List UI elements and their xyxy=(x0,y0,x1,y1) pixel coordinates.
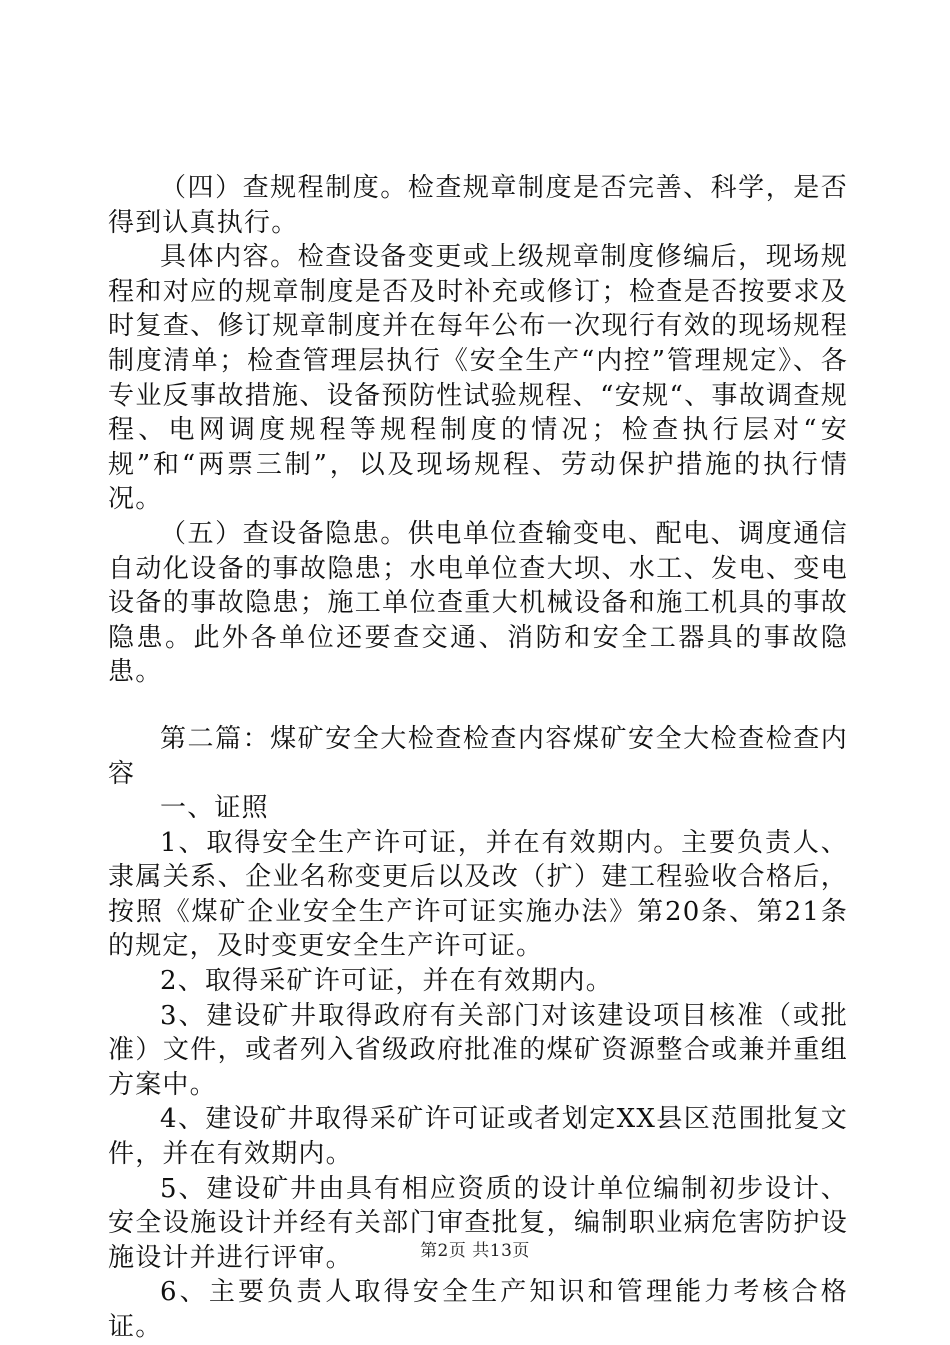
list-item-5: 5、建设矿井由具有相应资质的设计单位编制初步设计、安全设施设计并经有关部门审查批复，编制职业病危害防护设施设计并进行评审。 xyxy=(108,1173,848,1273)
paragraph-section-4-title: （四）查规程制度。检查规章制度是否完善、科学，是否得到认真执行。 xyxy=(108,173,848,238)
section-heading-licenses: 一、证照 xyxy=(160,793,269,824)
list-item-6: 6、主要负责人取得安全生产知识和管理能力考核合格证。 xyxy=(108,1277,848,1342)
list-item-2: 2、取得采矿许可证，并在有效期内。 xyxy=(160,966,613,997)
paragraph-section-5: （五）查设备隐患。供电单位查输变电、配电、调度通信自动化设备的事故隐患；水电单位查大坝、水工、发电、变电设备的事故隐患；施工单位查重大机械设备和施工机具的事故隐患。此外各单位还要查交通、消防和安全工器具的事故隐患。 xyxy=(108,518,848,688)
document-body xyxy=(108,171,848,1345)
list-item-3: 3、建设矿井取得政府有关部门对该建设项目核准（或批准）文件，或者列入省级政府批准的煤矿资源整合或兼并重组方案中。 xyxy=(108,1000,848,1100)
paragraph-section-4-details: 具体内容。检查设备变更或上级规章制度修编后，现场规程和对应的规章制度是否及时补充或修订；检查是否按要求及时复查、修订规章制度并在每年公布一次现行有效的现场规程制度清单；检查管理层执行《安全生产“内控”管理规定》、各专业反事故措施、设备预防性试验规程、“安规“、事故调查规程、电网调度规程等规程制度的情况；检查执行层对“安规”和“两票三制”，以及现场规程、劳动保护措施的执行情况。 xyxy=(108,242,848,515)
paragraph-gap xyxy=(108,690,848,722)
list-item-4: 4、建设矿井取得采矿许可证或者划定XX县区范围批复文件，并在有效期内。 xyxy=(108,1104,848,1170)
list-item-1: 1、取得安全生产许可证，并在有效期内。主要负责人、隶属关系、企业名称变更后以及改（扩）建工程验收合格后，按照《煤矿企业安全生产许可证实施办法》第20条、第21条的规定，及时变更安全生产许可证。 xyxy=(108,827,848,962)
page-footer: 第2页 共13页 xyxy=(420,1241,530,1261)
chapter-heading: 第二篇：煤矿安全大检查检查内容煤矿安全大检查检查内容 xyxy=(108,723,848,789)
